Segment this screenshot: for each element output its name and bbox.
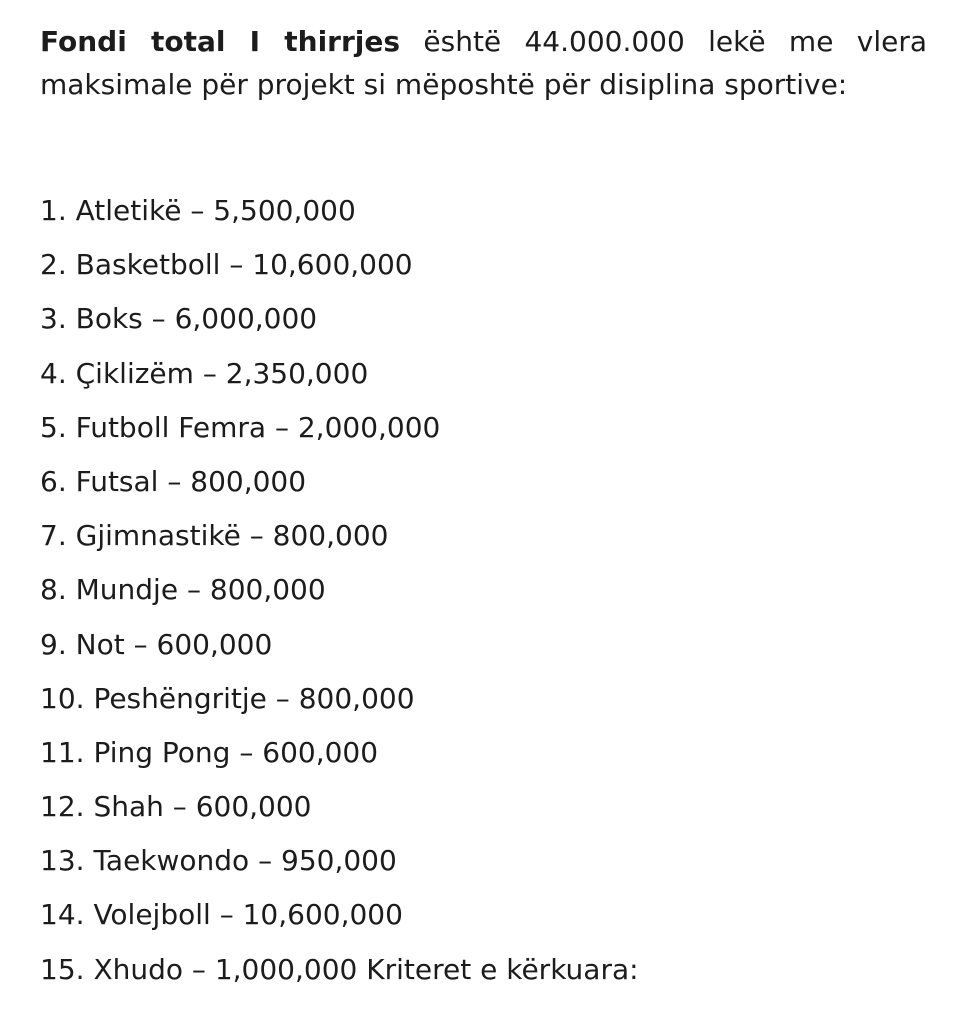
item-amount: 800,000 <box>272 519 389 553</box>
list-item: 10. Peshëngritje – 800,000 <box>40 681 415 715</box>
item-number: 14. <box>40 898 85 932</box>
criteria-heading-text: Kriteret e kërkuara: <box>366 952 639 986</box>
item-name: Peshëngritje <box>93 681 267 715</box>
item-number: 13. <box>40 844 85 878</box>
list-item: 11. Ping Pong – 600,000 <box>40 735 379 769</box>
item-amount: 10,600,000 <box>242 898 403 932</box>
item-name: Futsal <box>75 464 159 498</box>
item-amount: 800,000 <box>209 573 326 607</box>
item-number: 3. <box>40 302 67 336</box>
list-item: 7. Gjimnastikë – 800,000 <box>40 519 389 553</box>
item-amount: 6,000,000 <box>174 302 318 336</box>
item-number: 7. <box>40 519 67 553</box>
item-number: 5. <box>40 410 67 444</box>
list-item: 3. Boks – 6,000,000 <box>40 302 318 336</box>
item-amount: 950,000 <box>281 844 397 878</box>
item-number: 2. <box>40 248 67 282</box>
list-item: 5. Futboll Femra – 2,000,000 <box>40 410 441 444</box>
item-name: Mundje <box>75 573 179 607</box>
item-amount: 2,350,000 <box>225 356 369 390</box>
item-number: 1. <box>40 194 67 227</box>
list-item: 15. Xhudo – 1,000,000 Kriteret e kërkuara: <box>40 952 639 986</box>
item-name: Çiklizëm <box>75 356 194 390</box>
list-item: 1. Atletikë – 5,500,000 <box>40 194 356 227</box>
intro-bold-text: Fondi total I thirrjes <box>40 25 401 58</box>
item-amount: 800,000 <box>298 681 415 715</box>
item-amount: 5,500,000 <box>213 194 356 227</box>
item-number: 15. <box>40 952 85 986</box>
item-number: 11. <box>40 735 85 769</box>
item-name: Atletikë <box>75 194 182 227</box>
item-number: 8. <box>40 573 67 607</box>
list-item: 8. Mundje – 800,000 <box>40 573 326 607</box>
list-item: 14. Volejboll – 10,600,000 <box>40 898 403 932</box>
item-number: 9. <box>40 627 67 661</box>
list-item: 12. Shah – 600,000 <box>40 790 312 824</box>
item-amount: 600,000 <box>195 790 312 824</box>
item-number: 10. <box>40 681 85 715</box>
item-amount: 2,000,000 <box>297 410 441 444</box>
list-item: 6. Futsal – 800,000 <box>40 464 307 498</box>
item-amount: 800,000 <box>190 464 307 498</box>
item-amount: 10,600,000 <box>252 248 413 282</box>
item-amount: 600,000 <box>156 627 273 661</box>
item-name: Xhudo <box>93 952 184 986</box>
item-number: 6. <box>40 464 67 498</box>
list-item: 9. Not – 600,000 <box>40 627 273 661</box>
discipline-list <box>40 184 639 997</box>
list-item: 13. Taekwondo – 950,000 <box>40 844 397 878</box>
item-name: Not <box>75 627 125 661</box>
item-name: Gjimnastikë <box>75 519 241 553</box>
list-item: 2. Basketboll – 10,600,000 <box>40 248 413 282</box>
item-name: Boks <box>75 302 143 336</box>
item-name: Futboll Femra <box>75 410 267 444</box>
item-number: 4. <box>40 356 67 390</box>
item-amount: 1,000,000 <box>214 952 358 986</box>
intro-paragraph <box>40 20 927 106</box>
list-item: 4. Çiklizëm – 2,350,000 <box>40 356 369 390</box>
item-name: Shah <box>93 790 164 824</box>
intro-text: është 44.000.000 lekë me vlera maksimale për projekt si mëposhtë për disiplina sportive: <box>40 25 928 101</box>
item-name: Basketboll <box>75 248 221 282</box>
item-number: 12. <box>40 790 85 824</box>
item-name: Volejboll <box>93 898 211 932</box>
item-name: Ping Pong <box>93 735 231 769</box>
item-name: Taekwondo <box>93 844 250 878</box>
item-amount: 600,000 <box>262 735 379 769</box>
